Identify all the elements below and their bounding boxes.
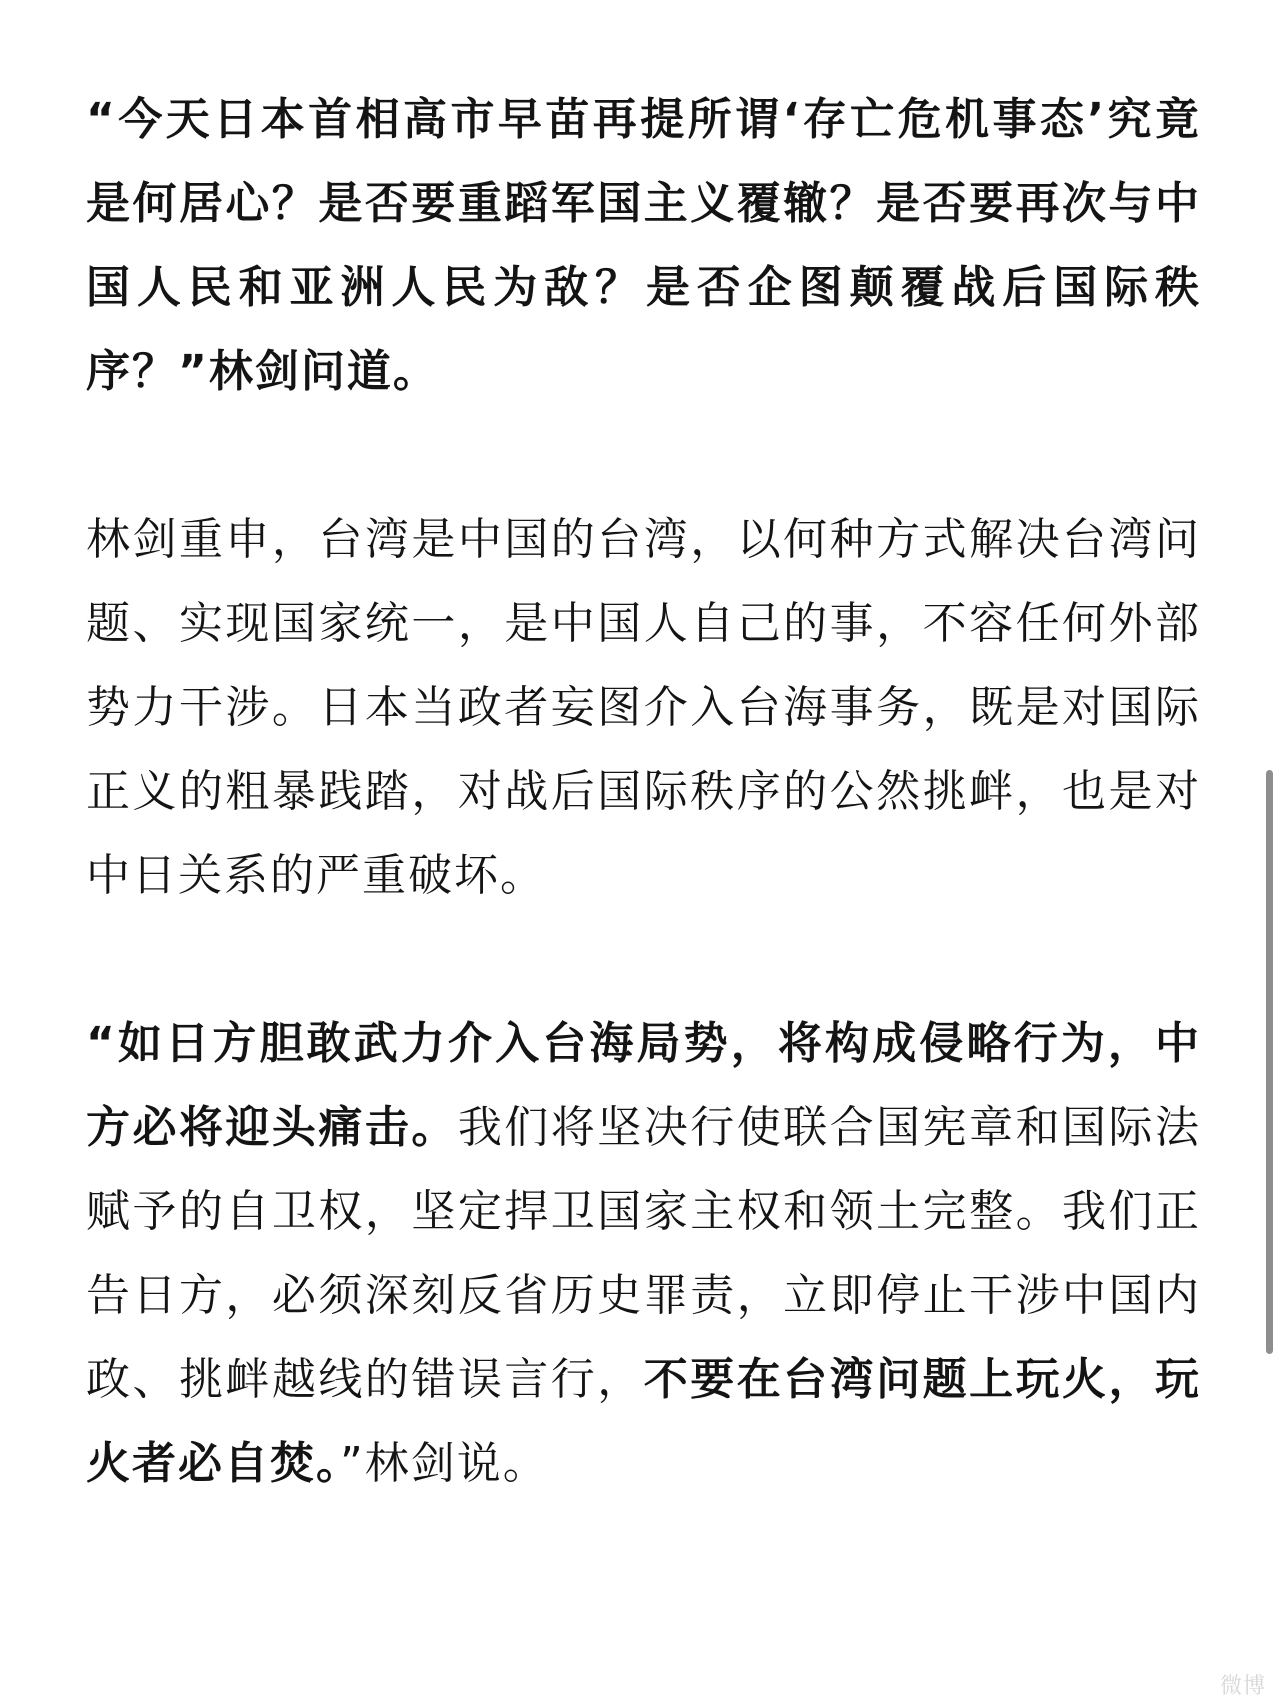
vertical-scrollbar[interactable] (1266, 770, 1273, 1354)
paragraph-reaffirm: 林剑重申，台湾是中国的台湾，以何种方式解决台湾问题、实现国家统一，是中国人自己的事，不容任何外部势力干涉。日本当政者妄图介入台海事务，既是对国际正义的粗暴践踏，对战后国际秩序的公然挑衅，也是对中日关系的严重破坏。 (86, 514, 1201, 901)
article-body (86, 78, 1201, 1506)
watermark: 微博 (1219, 1674, 1266, 1699)
paragraph-quote-question: “今天日本首相高市早苗再提所谓‘存亡危机事态’究竟是何居心？是否要重蹈军国主义覆辙？是否要再次与中国人民和亚洲人民为敌？是否企图颠覆战后国际秩序？”林剑问道。 (86, 94, 1201, 397)
warning-attribution: ”林剑说。 (340, 1438, 549, 1489)
warning-bold-closing: 不要在台湾问题上玩火，玩火者必自焚。 (86, 1354, 1202, 1489)
warning-body-text: 我们将坚决行使联合国宪章和国际法赋予的自卫权，坚定捍卫国家主权和领土完整。我们正告日方，必须深刻反省历史罪责，立即停止干涉中国内政、挑衅越线的错误言行， (86, 1102, 1202, 1405)
paragraph-warning (86, 1002, 1201, 1506)
warning-bold-statement: “如日方胆敢武力介入台海局势，将构成侵略行为，中方必将迎头痛击。 (86, 1018, 1201, 1153)
